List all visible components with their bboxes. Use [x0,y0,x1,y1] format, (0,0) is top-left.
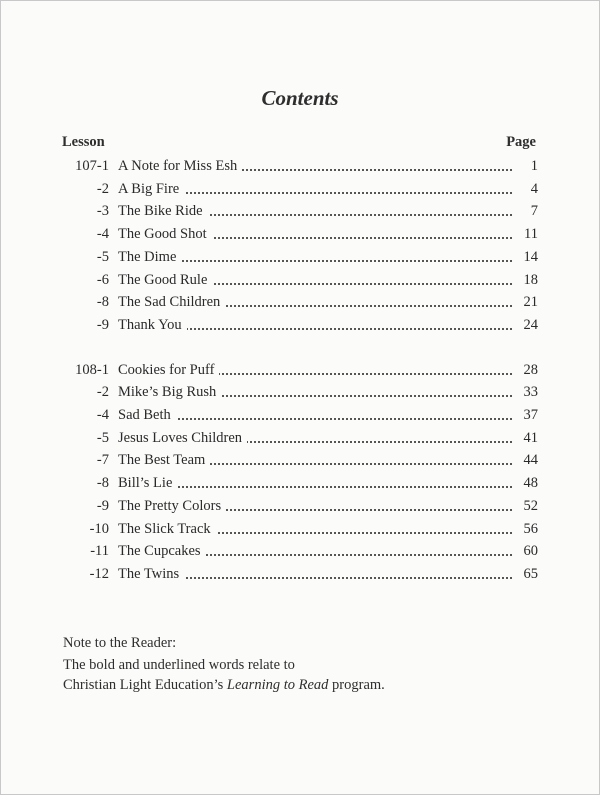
toc-entry [1,541,600,561]
toc-entry [1,450,600,470]
dot-leader [118,486,512,488]
page-number: 4 [530,180,538,197]
toc-entry [1,179,600,199]
page-number: 18 [523,271,538,288]
entry-title-leader [118,201,512,221]
program-name: Learning to Read [226,677,329,693]
lesson-number: -7 [96,452,109,469]
lesson-column-header: Lesson [62,134,105,150]
entry-title-leader [118,179,512,199]
entry-title-leader [118,315,512,335]
page-number: 60 [523,543,538,560]
page-number: 41 [523,429,538,446]
lesson-title: The Best Team [118,452,210,468]
toc-entry [1,519,600,539]
page-number: 24 [523,316,538,333]
toc-entry [1,428,600,448]
toc-entry [1,247,600,267]
page-number: 11 [524,226,538,243]
lesson-number: -8 [96,294,109,311]
note-line-2-start: Christian Light Education’s [63,677,227,693]
entry-title-leader [118,382,512,402]
page-number: 21 [523,294,538,311]
entry-title-leader [118,519,512,539]
note-body [63,655,543,695]
lesson-number: -2 [96,180,109,197]
page-number: 52 [523,497,538,514]
toc-entry [1,201,600,221]
entry-title-leader [118,428,512,448]
entry-title-leader [118,270,512,290]
lesson-title: Jesus Loves Children [118,430,247,446]
page-number: 65 [523,565,538,582]
entry-title-leader [118,450,512,470]
lesson-title: The Cupcakes [118,543,206,559]
page-number: 14 [523,248,538,265]
lesson-title: Thank You [118,317,187,333]
lesson-number: -5 [96,429,109,446]
lesson-title: The Sad Children [118,294,225,310]
lesson-title: A Big Fire [118,181,184,197]
lesson-number: -12 [89,565,109,582]
lesson-number: -8 [96,475,109,492]
page-number: 37 [523,407,538,423]
lesson-title: Sad Beth [118,407,176,423]
page-column-header: Page [506,134,536,150]
page-number: 44 [523,452,538,469]
toc-entry [1,270,600,290]
page-number: 28 [523,361,538,378]
lesson-title: The Good Rule [118,272,212,288]
toc-entry [1,405,600,425]
lesson-number: -9 [96,316,109,333]
lesson-title: Cookies for Puff [118,362,219,378]
page-number: 7 [530,203,538,220]
note-line-2 [63,675,543,695]
entry-title-leader [118,247,512,267]
toc-entry [1,315,600,335]
toc-entry [1,224,600,244]
page-number: 56 [523,520,538,537]
lesson-title: The Pretty Colors [118,498,226,514]
page-number: 33 [523,384,538,401]
page-number: 1 [530,158,538,174]
entry-title-leader [118,541,512,561]
toc-entry [1,564,600,584]
lesson-number: -9 [96,497,109,514]
lesson-number: -10 [89,520,109,537]
toc-entry [1,292,600,312]
lesson-number: -4 [96,407,109,423]
lesson-number: -3 [96,203,109,220]
lesson-title: Mike’s Big Rush [118,384,221,400]
lesson-number: 108-1 [75,361,109,378]
entry-title-leader [118,156,512,176]
lesson-title: The Good Shot [118,226,212,242]
lesson-title: Bill’s Lie [118,475,177,491]
lesson-number: -2 [96,384,109,401]
lesson-number: -5 [96,248,109,265]
lesson-number: -4 [96,226,109,243]
entry-title-leader [118,473,512,493]
toc-entry [1,496,600,516]
entry-title-leader [118,564,512,584]
toc-entry [1,382,600,402]
note-line-2-end: program. [328,677,385,693]
lesson-title: A Note for Miss Esh [118,158,242,174]
entry-title-leader [118,360,512,380]
page-title: Contents [261,86,339,110]
entry-title-leader [118,224,512,244]
page-number: 48 [523,475,538,492]
dot-leader [118,418,512,420]
entry-title-leader [118,292,512,312]
note-line-1: The bold and underlined words relate to [63,657,295,673]
entry-title-leader [118,496,512,516]
note-heading: Note to the Reader: [63,635,177,651]
toc-entry [1,473,600,493]
lesson-number: -6 [96,271,109,288]
lesson-title: The Twins [118,566,184,582]
toc-entry [1,360,600,380]
lesson-number: 107-1 [75,158,109,174]
lesson-title: The Slick Track [118,521,216,537]
entry-title-leader [118,405,512,425]
lesson-number: -11 [90,543,109,560]
lesson-title: The Dime [118,249,181,265]
toc-entry [1,156,600,176]
lesson-title: The Bike Ride [118,203,208,219]
